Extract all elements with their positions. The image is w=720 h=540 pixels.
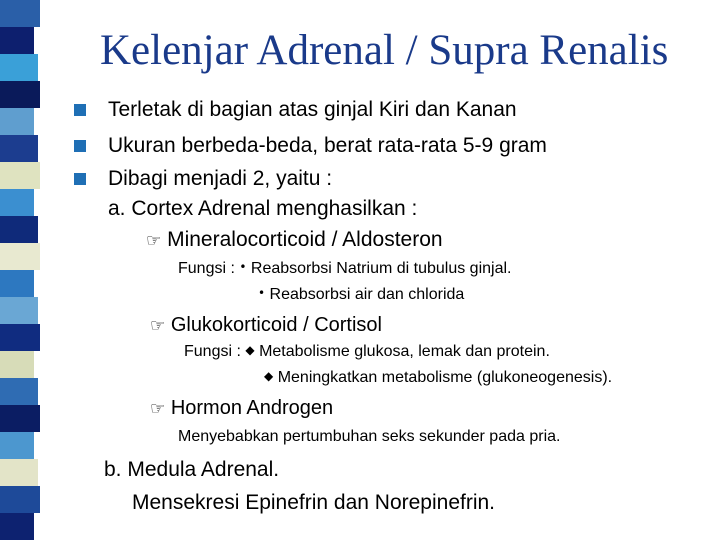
stripe-block (0, 108, 34, 135)
stripe-block (0, 243, 40, 270)
fungsi-text: Metabolisme glukosa, lemak dan protein. (259, 343, 550, 360)
hormone-name: Glukokorticoid / Cortisol (170, 314, 382, 336)
dot-icon: ◆ (245, 343, 255, 357)
stripe-block (0, 378, 38, 405)
hormone-item (150, 314, 382, 337)
hormone-item (150, 397, 333, 420)
stripe-block (0, 81, 40, 108)
stripe-block (0, 405, 40, 432)
fungsi-line (264, 369, 612, 387)
fungsi-line (258, 286, 464, 304)
stripe-block (0, 270, 34, 297)
androgen-desc: Menyebabkan pertumbuhan seks sekunder pada pria. (178, 428, 561, 445)
pointing-hand-icon: ☞ (150, 399, 166, 419)
fungsi-label: Fungsi : (184, 343, 241, 360)
fungsi-text: Reabsorbsi air dan chlorida (269, 286, 465, 303)
stripe-block (0, 216, 38, 243)
stripe-block (0, 162, 40, 189)
stripe-block (0, 189, 34, 216)
cortex-heading: a. Cortex Adrenal menghasilkan : (108, 197, 418, 220)
slide-title: Kelenjar Adrenal / Supra Renalis (100, 27, 669, 74)
fungsi-text: Meningkatkan metabolisme (glukoneogenesis). (277, 369, 613, 386)
stripe-block (0, 135, 38, 162)
fungsi-text: Reabsorbsi Natrium di tubulus ginjal. (250, 260, 512, 277)
decorative-stripe (0, 0, 62, 540)
pointing-hand-icon: ☞ (146, 231, 162, 251)
stripe-block (0, 513, 34, 540)
stripe-block (0, 486, 40, 513)
stripe-block (0, 324, 40, 351)
stripe-block (0, 432, 34, 459)
fungsi-line (184, 343, 550, 361)
dot-icon: • (239, 260, 247, 274)
square-bullet-icon (74, 140, 86, 152)
hormone-item (146, 228, 443, 252)
fungsi-label: Fungsi : (178, 260, 235, 277)
bullet-item: Terletak di bagian atas ginjal Kiri dan Kanan (108, 98, 517, 121)
stripe-block (0, 351, 34, 378)
dot-icon: • (258, 286, 266, 300)
square-bullet-icon (74, 104, 86, 116)
stripe-block (0, 297, 38, 324)
stripe-block (0, 54, 38, 81)
hormone-name: Hormon Androgen (170, 397, 334, 419)
bullet-item: Ukuran berbeda-beda, berat rata-rata 5-9 gram (108, 134, 547, 157)
fungsi-line (178, 260, 511, 278)
dot-icon: ◆ (264, 369, 274, 383)
square-bullet-icon (74, 173, 86, 185)
pointing-hand-icon: ☞ (150, 316, 166, 336)
medula-desc: Mensekresi Epinefrin dan Norepinefrin. (132, 491, 496, 514)
stripe-block (0, 0, 40, 27)
stripe-block (0, 459, 38, 486)
bullet-item: Dibagi menjadi 2, yaitu : (108, 167, 333, 190)
medula-heading: b. Medula Adrenal. (104, 458, 280, 481)
stripe-block (0, 27, 34, 54)
hormone-name: Mineralocorticoid / Aldosteron (167, 228, 443, 251)
